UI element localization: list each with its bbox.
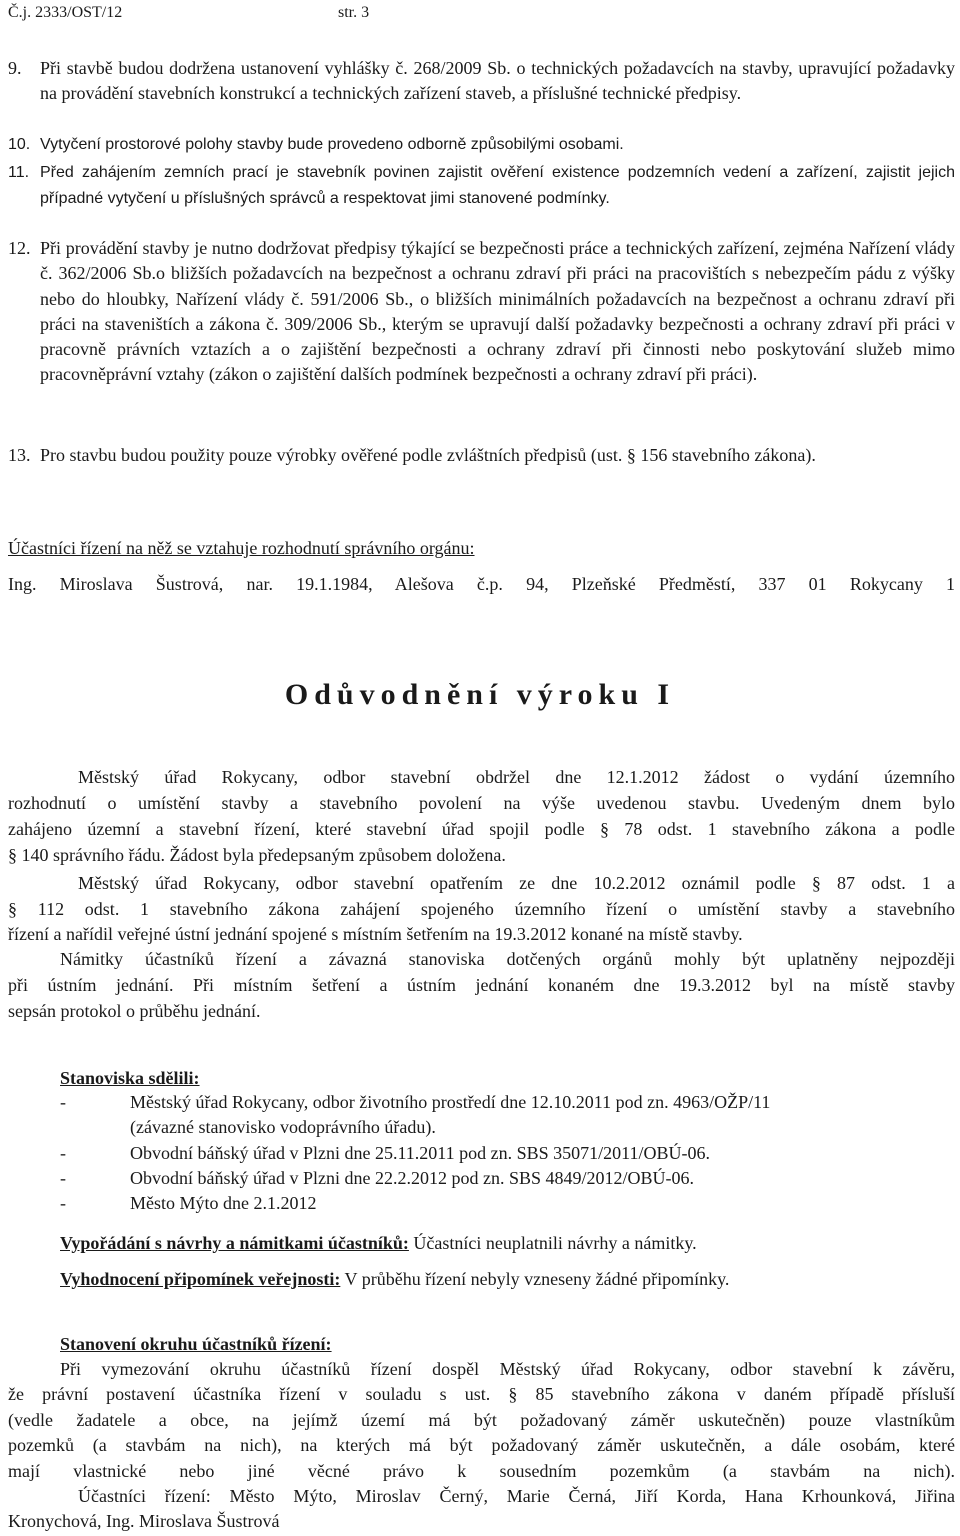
item-text: Pro stavbu budou použity pouze výrobky ověřené podle zvláštních předpisů (ust. § 156 stavebního zákona). bbox=[40, 445, 816, 465]
text-line: § 112 odst. 1 stavebního zákona zahájení spojeného územního řízení o umístění stavby a stavebního bbox=[8, 899, 955, 919]
settlement-label: Vypořádání s návrhy a námitkami účastníků: bbox=[60, 1233, 409, 1253]
public-comments-text: V průběhu řízení nebyly vzneseny žádné připomínky. bbox=[340, 1269, 730, 1289]
text-line: rozhodnutí o umístění stavby a stavebního povolení na výše uvedenou stavbu. Uvedeným dnem bylo bbox=[8, 793, 955, 813]
section-title: Odůvodnění výroku I bbox=[284, 678, 676, 711]
opinion-text: Obvodní báňský úřad v Plzni dne 25.11.2011 pod zn. SBS 35071/2011/OBÚ-06. bbox=[130, 1143, 710, 1163]
list-dash: - bbox=[60, 1143, 66, 1163]
opinion-text: Městský úřad Rokycany, odbor životního prostředí dne 12.10.2011 pod zn. 4963/OŽP/11 bbox=[130, 1092, 771, 1112]
item-text: Vytyčení prostorové polohy stavby bude provedeno odborně způsobilými osobami. bbox=[40, 136, 624, 153]
settlement-text: Účastníci neuplatnili návrhy a námitky. bbox=[408, 1233, 697, 1253]
text-line: Městský úřad Rokycany, odbor stavební opatřením ze dne 10.2.2012 oznámil podle § 87 odst. 1 a bbox=[78, 873, 955, 893]
item-number: 10. bbox=[8, 136, 31, 153]
list-dash: - bbox=[60, 1092, 66, 1112]
text-line: Námitky účastníků řízení a závazná stanoviska dotčených orgánů mohly být uplatněny nejpozději bbox=[60, 949, 955, 969]
item-number: 11. bbox=[8, 164, 30, 181]
text-line: zahájeno územní a stavební řízení, které stavební úřad spojil podle § 78 odst. 1 stavebního zákona a podle bbox=[8, 819, 955, 839]
text-line: Městský úřad Rokycany, odbor stavební obdržel dne 12.1.2012 žádost o vydání územního bbox=[78, 767, 955, 787]
page-number: str. 3 bbox=[338, 4, 370, 21]
participants-circle-heading: Stanovení okruhu účastníků řízení: bbox=[60, 1334, 332, 1354]
text-line: Účastníci řízení: Město Mýto, Miroslav Černý, Marie Černá, Jiří Korda, Hana Krhounková, Jiřina bbox=[78, 1486, 955, 1506]
text-line: (vedle žadatele a obce, na jejímž území má být požadovaný záměr uskutečněn) pouze vlastníkům bbox=[8, 1410, 955, 1430]
participants-heading: Účastníci řízení na něž se vztahuje rozhodnutí správního orgánu: bbox=[8, 538, 475, 558]
opinions-heading: Stanoviska sdělili: bbox=[60, 1068, 200, 1088]
text-line: že právní postavení účastníka řízení v souladu s ust. § 85 stavebního zákona v daném případě přísluší bbox=[8, 1384, 955, 1404]
text-line: Při vymezování okruhu účastníků řízení dospěl Městský úřad Rokycany, odbor stavební k závěru, bbox=[60, 1359, 955, 1379]
opinion-text: Město Mýto dne 2.1.2012 bbox=[130, 1193, 317, 1213]
text-line: sepsán protokol o průběhu jednání. bbox=[8, 1001, 261, 1021]
public-comments-label: Vyhodnocení připomínek veřejnosti: bbox=[60, 1269, 341, 1289]
opinion-text: (závazné stanovisko vodoprávního úřadu). bbox=[130, 1117, 436, 1137]
item-number: 12. bbox=[8, 238, 31, 258]
item-number: 9. bbox=[8, 58, 22, 78]
text-line: řízení a nařídil veřejné ústní jednání spojené s místním šetřením na 19.3.2012 konané na místě stavby. bbox=[8, 924, 743, 944]
opinion-text: Obvodní báňský úřad v Plzni dne 22.2.2012 pod zn. SBS 4849/2012/OBÚ-06. bbox=[130, 1168, 694, 1188]
participant-line: Ing. Miroslava Šustrová, nar. 19.1.1984, Alešova č.p. 94, Plzeňské Předměstí, 337 01 Rokycany 1 bbox=[8, 574, 955, 594]
text-line: Kronychová, Ing. Miroslava Šustrová bbox=[8, 1511, 280, 1531]
text-line: pozemků (a stavbám na nich), na kterých má být požadovaný záměr uskutečněn, a dále osobám, které bbox=[8, 1435, 955, 1455]
text-line: mají vlastnické nebo jiné věcné právo k sousedním pozemkům (a stavbám na nich). bbox=[8, 1461, 955, 1481]
text-line: při ústním jednání. Při místním šetření a ústním jednání konaném dne 19.3.2012 byl na místě stavby bbox=[8, 975, 955, 995]
item-text: Při stavbě budou dodržena ustanovení vyhlášky č. 268/2009 Sb. o technických požadavcích na stavby, upravující požadavky na provádění stavebních konstrukcí a technických zařízení staveb, a příslušné technické předpisy. bbox=[40, 58, 955, 103]
public-comments-line bbox=[60, 1267, 729, 1292]
item-number: 13. bbox=[8, 445, 31, 465]
settlement-line bbox=[60, 1231, 697, 1256]
item-text: Při provádění stavby je nutno dodržovat předpisy týkající se bezpečnosti práce a technických zařízení, zejména Nařízení vlády č. 362/2006 Sb.o bližších požadavcích na bezpečnost a ochranu zdraví při práci na pracovištích s nebezpečím pádu z výšky nebo do hloubky, Nařízení vlády č. 591/2006 Sb., o bližších minimálních požadavcích na bezpečnost a ochranu zdraví při práci na staveništích a zákona č. 309/2006 Sb., kterým se upravují další požadavky bezpečnosti a ochrany zdraví při práci v pracovně právních vztazích a o zajištění bezpečnosti a ochrany zdraví při činnosti nebo poskytování služeb mimo pracovněprávní vztahy (zákon o zajištění dalších podmínek bezpečnosti a ochrany zdraví při práci). bbox=[40, 238, 955, 385]
list-dash: - bbox=[60, 1193, 66, 1213]
list-dash: - bbox=[60, 1168, 66, 1188]
document-reference: Č.j. 2333/OST/12 bbox=[8, 4, 123, 21]
text-line: § 140 správního řádu. Žádost byla předepsaným způsobem doložena. bbox=[8, 845, 506, 865]
item-text: Před zahájením zemních prací je stavebník povinen zajistit ověření existence podzemních vedení a zařízení, zajistit jejich případné vytyčení u příslušných správců a respektovat jimi stanovené podmínky. bbox=[40, 164, 955, 207]
